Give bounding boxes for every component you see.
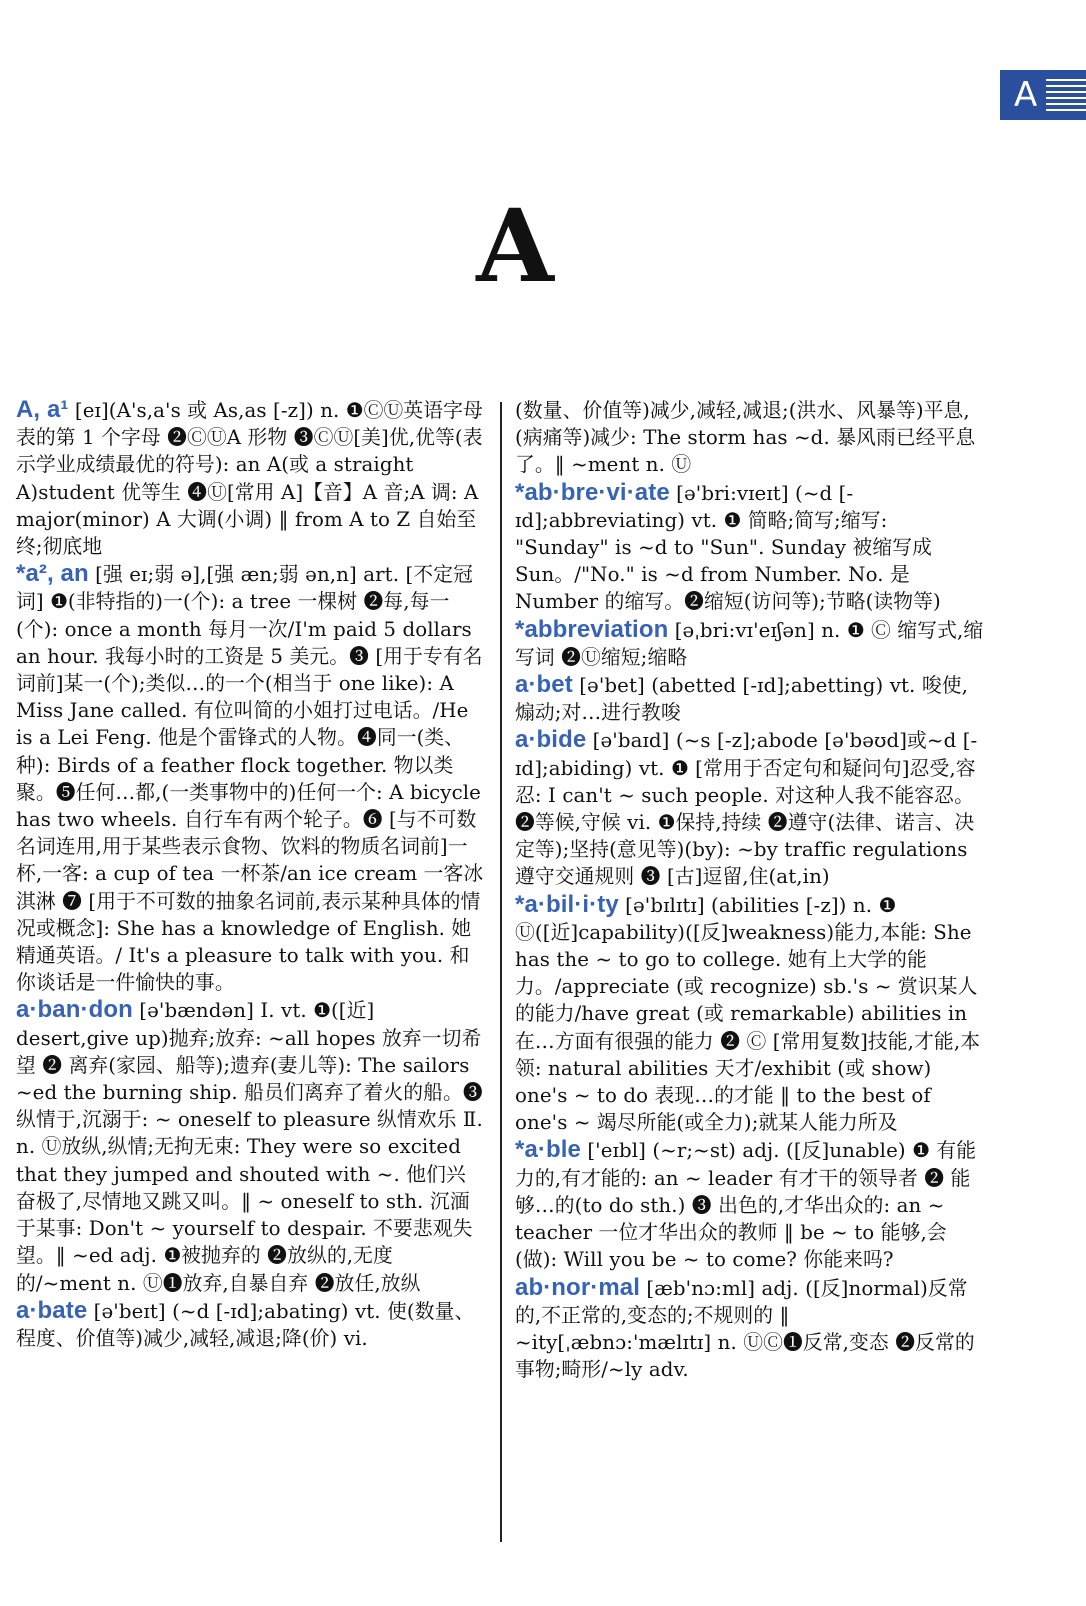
section-tab-letter: A	[1014, 75, 1038, 115]
entry-text: [æb'nɔ:ml] adj. ([反]normal)反常的,不正常的,变态的;不规则的 ‖ ~ity[ˌæbnɔ:'mælɪtɪ] n. ⓊⒸ❶反常,变态 ❷反常的事物;畸形/~ly adv.	[515, 1276, 975, 1382]
entry-headword: a·bide	[515, 726, 587, 754]
entry-text: [ə'bændən] Ⅰ. vt. ❶([近] desert,give up)抛弃;放弃: ~all hopes 放弃一切希望 ❷ 离弃(家园、船等);遗弃(妻儿等): The sailors ~ed the burning ship. 船员们离弃了着火的船。❸纵情于,沉溺于: ~ oneself to pleasure 纵情欢乐 Ⅱ. n. Ⓤ放纵,纵情;无拘无束: They were so excited that they jumped and shouted with ~. 他们兴奋极了,尽情地又跳又叫。‖ ~ oneself to sth. 沉湎于某事: Don't ~ yourself to despair. 不要悲观失望。‖ ~ed adj. ❶被抛弃的 ❷放纵的,无度的/~ment n. Ⓤ❶放弃,自暴自弃 ❷放任,放纵	[16, 999, 483, 1295]
entry-headword: a·ban·don	[16, 996, 133, 1024]
entry-headword: a·bate	[16, 1296, 88, 1324]
dictionary-entry	[16, 396, 484, 560]
section-title: A	[476, 187, 554, 305]
right-column	[515, 396, 985, 1383]
entry-headword: *a·ble	[515, 1136, 581, 1164]
entry-headword: *a², an	[16, 560, 89, 588]
dictionary-entry	[16, 996, 484, 1296]
dictionary-entry	[515, 396, 985, 479]
entry-headword: a·bet	[515, 671, 573, 699]
dictionary-entry	[515, 1136, 985, 1273]
entry-text: [ə'bɪlɪtɪ] (abilities [-z]) n. ❶ Ⓤ([近]capability)([反]weakness)能力,本能: She has the ~ to go to college. 她有上大学的能力。/appreciate (或 recognize) sb.'s ~ 赏识某人的能力/have great (或 remarkable) abilities in 在…方面有很强的能力 ❷ Ⓒ [常用复数]技能,才能,本领: natural abilities 天才/exhibit (或 show) one's ~ to do 表现…的才能 ‖ to the best of one's ~ 竭尽所能(或全力);就某人能力所及	[515, 893, 981, 1135]
tab-stripes	[1046, 79, 1086, 111]
dictionary-entry	[515, 616, 985, 671]
dictionary-entry	[16, 560, 484, 996]
left-column	[16, 396, 484, 1352]
dictionary-entry	[515, 479, 985, 616]
entry-text: ['eɪbl] (~r;~st) adj. ([反]unable) ❶ 有能力的,有才能的: an ~ leader 有才干的领导者 ❷ 能够…的(to do sth.) ❸ 出色的,才华出众的: an ~ teacher 一位才华出众的教师 ‖ be ~ to 能够,会(做): Will you be ~ to come? 你能来吗?	[515, 1139, 977, 1272]
entry-text: [eɪ](A's,a's 或 As,as [-z]) n. ❶ⒸⓊ英语字母表的第 1 个字母 ❷ⒸⓊA 形物 ❸ⒸⓊ[美]优,优等(表示学业成绩最优的符号): an A(或 a straight A)student 优等生 ❹Ⓤ[常用 A]【音】A 音;A 调: A major(minor) A 大调(小调) ‖ from A to Z 自始至终;彻底地	[16, 399, 483, 559]
entry-text: (数量、价值等)减少,减轻,减退;(洪水、风暴等)平息,(病痛等)减少: The storm has ~d. 暴风雨已经平息了。‖ ~ment n. Ⓤ	[515, 399, 976, 477]
column-divider	[500, 402, 502, 1542]
dictionary-entry	[515, 726, 985, 890]
entry-headword: ab·nor·mal	[515, 1273, 641, 1301]
entry-text: [ə'bet] (abetted [-ɪd];abetting) vt. 唆使,煽动;对…进行教唆	[515, 674, 968, 725]
dictionary-entry	[515, 1274, 985, 1384]
entry-text: [əˌbri:vɪ'eɪʃən] n. ❶ Ⓒ 缩写式,缩写词 ❷Ⓤ缩短;缩略	[515, 618, 984, 669]
entry-headword: *a·bil·i·ty	[515, 890, 619, 918]
entry-text: [ə'baɪd] (~s [-z];abode [ə'bəʊd]或~d [-ɪd];abiding) vt. ❶ [常用于否定句和疑问句]忍受,容忍: I can't ~ such people. 对这种人我不能容忍。❷等候,守候 vi. ❶保持,持续 ❷遵守(法律、诺言、决定等);坚持(意见等)(by): ~by traffic regulations 遵守交通规则 ❸ [古]逗留,住(at,in)	[515, 729, 978, 889]
entry-text: [强 eɪ;弱 ə],[强 æn;弱 ən,n] art. [不定冠词] ❶(非特指的)一(个): a tree 一棵树 ❷每,每一(个): once a month 每月一次/I'm paid 5 dollars an hour. 我每小时的工资是 5 美元。❸ [用于专有名词前]某一(个);类似…的一个(相当于 one like): A Miss Jane called. 有位叫简的小姐打过电话。/He is a Lei Feng. 他是个雷锋式的人物。❹同一(类、种): Birds of a feather flock together. 物以类聚。❺任何…都,(一类事物中的)任何一个: A bicycle has two wheels. 自行车有两个轮子。❻ [与不可数名词连用,用于某些表示食物、饮料的物质名词前]一杯,一客: a cup of tea 一杯茶/an ice cream 一客冰淇淋 ❼ [用于不可数的抽象名词前,表示某种具体的情况或概念]: She has a knowledge of English. 她精通英语。/ It's a pleasure to talk with you. 和你谈话是一件愉快的事。	[16, 563, 484, 995]
dictionary-entry	[515, 891, 985, 1137]
entry-headword: A, a¹	[16, 396, 69, 423]
entry-text: [ə'beɪt] (~d [-ɪd];abating) vt. 使(数量、程度、价值等)减少,减轻,减退;降(价) vi.	[16, 1299, 475, 1350]
section-tab	[1000, 70, 1086, 120]
entry-headword: *abbreviation	[515, 615, 669, 643]
dictionary-entry	[515, 671, 985, 726]
entry-headword: *ab·bre·vi·ate	[515, 478, 670, 506]
entry-text: [ə'bri:vɪeɪt] (~d [-ɪd];abbreviating) vt. ❶ 简略;简写;缩写: "Sunday" is ~d to "Sun". Sunday 被缩写成 Sun。/"No." is ~d from Number. No. 是 Number 的缩写。❷缩短(访问等);节略(读物等)	[515, 481, 941, 614]
dictionary-entry	[16, 1297, 484, 1352]
